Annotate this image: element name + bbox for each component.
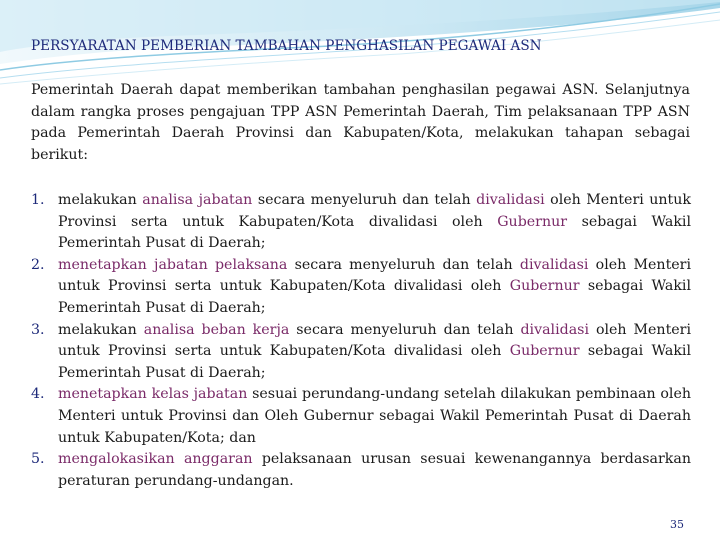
item-text: sebagai Wakil Pemerintah Pusat di Daerah; xyxy=(58,343,691,381)
item-text: oleh Menteri untuk Provinsi serta untuk Kabupaten/Kota divalidasi oleh xyxy=(58,321,691,360)
highlight-term: mengalokasikan anggaran xyxy=(58,451,253,468)
list-item xyxy=(31,190,691,255)
item-text: secara menyeluruh dan telah xyxy=(252,192,477,208)
slide-title: PERSYARATAN PEMBERIAN TAMBAHAN PENGHASILAN PEGAWAI ASN xyxy=(31,38,542,54)
item-number: 4. xyxy=(31,386,45,403)
highlight-term: menetapkan kelas jabatan xyxy=(58,386,248,403)
item-text: oleh Menteri untuk Provinsi serta untuk Kabupaten/Kota divalidasi oleh xyxy=(58,192,691,230)
highlight-term: Gubernur xyxy=(497,213,568,230)
item-text: sebagai Wakil Pemerintah Pusat di Daerah; xyxy=(58,278,691,316)
list-item xyxy=(31,449,691,492)
item-number: 2. xyxy=(31,256,45,273)
steps-list xyxy=(31,190,691,492)
item-text: sesuai perundang-undang setelah dilakukan pembinaan oleh Menteri untuk Provinsi dan Oleh Gubernur sebagai Wakil Pemerintah Pusat di Daerah untuk Kabupaten/Kota; dan xyxy=(58,386,692,446)
list-item xyxy=(31,320,691,385)
item-text: melakukan xyxy=(58,321,144,338)
list-item xyxy=(31,255,691,320)
item-text: pelaksanaan urusan sesuai kewenangannya berdasarkan peraturan perundang-undangan. xyxy=(58,451,691,489)
highlight-term: divalidasi xyxy=(520,321,589,338)
item-text: secara menyeluruh dan telah xyxy=(287,256,520,273)
highlight-term: Gubernur xyxy=(509,343,580,360)
list-item xyxy=(31,384,691,449)
item-text: melakukan xyxy=(58,192,143,208)
highlight-term: analisa jabatan xyxy=(142,192,253,208)
item-text: oleh Menteri untuk Provinsi serta untuk Kabupaten/Kota divalidasi oleh xyxy=(58,256,691,295)
page-number: 35 xyxy=(670,518,684,531)
highlight-term: Gubernur xyxy=(509,278,580,295)
highlight-term: divalidasi xyxy=(476,192,545,208)
item-text: sebagai Wakil Pemerintah Pusat di Daerah; xyxy=(58,213,691,252)
item-number: 3. xyxy=(31,321,45,338)
highlight-term: menetapkan jabatan pelaksana xyxy=(58,256,288,273)
highlight-term: divalidasi xyxy=(519,256,589,273)
intro-paragraph: Pemerintah Daerah dapat memberikan tambahan penghasilan pegawai ASN. Selanjutnya dalam rangka proses pengajuan TPP ASN Pemerintah Daerah, Tim pelaksanaan TPP ASN pada Pemerintah Daerah Provinsi dan Kabupaten/Kota, melakukan tahapan sebagai berikut: xyxy=(31,82,690,163)
highlight-term: analisa beban kerja xyxy=(143,321,290,338)
item-text: secara menyeluruh dan telah xyxy=(289,321,521,338)
item-number: 5. xyxy=(31,451,45,468)
item-number: 1. xyxy=(31,192,45,208)
